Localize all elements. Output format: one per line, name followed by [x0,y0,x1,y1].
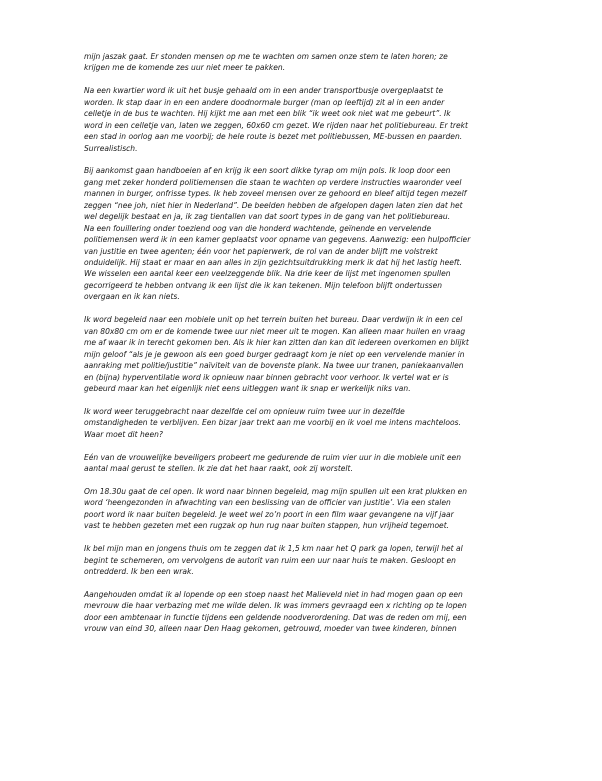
paragraph-7: Om 18.30u gaat de cel open. Ik word naar binnen begeleid, mag mijn spullen uit een krat plukken en word ‘heengezonden in afwachting van een beslissing van de officier van justitie’. Via een stalen poort word ik naar buiten begeleid. Je weet wel zo’n poort in een film waar gevangene na vijf jaar vast te hebben gezeten met een rugzak op hun rug naar buiten stappen, hun vrijheid tegemoet. [84,486,468,531]
paragraph-5: Ik word weer teruggebracht naar dezelfde cel om opnieuw ruim twee uur in dezelfde omstandigheden te verblijven. Een bizar jaar trekt aan me voorbij en ik voel me intens machteloos. Waar moet dit heen? [84,406,461,439]
paragraph-1: mijn jaszak gaat. Er stonden mensen op me te wachten om samen onze stem te laten horen; ze krijgen me de komende zes uur niet meer te pakken. [84,52,448,73]
paragraph-6: Eén van de vrouwelijke beveiligers probeert me gedurende de ruim vier uur in die mobiele unit een aantal maal gerust te stellen. Ik zie dat het haar raakt, ook zij worstelt. [84,452,461,473]
paragraph-8: Ik bel mijn man en jongens thuis om te zeggen dat ik 1,5 km naar het Q park ga lopen, terwijl het al begint te schemeren, om vervolgens de autorit van ruim een uur naar huis te maken. Gesloopt en ontredderd. Ik ben een wrak. [84,544,463,576]
paragraph-3: Bij aankomst gaan handboeien af en krijg ik een soort dikke tyrap om mijn pols. Ik loop door een gang met zeker honderd politiemensen die staan te wachten op verdere instructies waaronder veel mannen in burger, onfrisse types. Ik heb zoveel mensen over ze gehoord en bleef altijd tegen mezelf zeggen “nee joh, niet hier in Nederland”. De beelden hebben de afgelopen dagen laten zien dat het wel degelijk bestaat en ja, ik zag tientallen van dat soort types in de gang van het politiebureau. Na een fouillering onder toeziend oog van die honderd wachtende, geïnende en vervelende politiemensen werd ik in een kamer geplaatst voor opname van gegevens. Aanwezig: een hulpofficier van justitie en twee agenten; één voor het papierwerk, de rol van de ander blijft me volstrekt onduidelijk. Hij staat er maar en aan alles in zijn gezichtsuitdrukking merk ik dat hij het lastig heeft. We wisselen een aantal keer een veelzeggende blik. Na drie keer de lijst met ingenomen spullen gecorrigeerd te hebben ontvang ik een lijst die ik kan tekenen. Mijn telefoon blijft ondertussen overgaan en ik kan niets. [84,166,471,302]
document-page [84,51,524,646]
paragraph-9: Aangehouden omdat ik al lopende op een stoep naast het Malieveld niet in had mogen gaan op een mevrouw die haar verbazing met me wilde delen. Ik was immers gevraagd een x richting op te lopen door een ambtenaar in functie tijdens een geldende noodverordening. Dat was de reden om mij, een vrouw van eind 30, alleen naar Den Haag gekomen, getrouwd, moeder van twee kinderen, binnen [84,589,467,634]
paragraph-2: Na een kwartier word ik uit het busje gehaald om in een ander transportbusje overgeplaatst te worden. Ik stap daar in en een andere doodnormale burger (man op leeftijd) zit al in een ander celletje in de bus te wachten. Hij kijkt me aan met een blik “ik weet ook niet wat me gebeurt”. Ik word in een celletje van, laten we zeggen, 60x60 cm gezet. We rijden naar het politiebureau. Er trekt een stad in oorlog aan me voorbij; de hele route is bezet met politiebussen, ME-bussen en paarden. Surrealistisch. [84,86,468,153]
paragraph-4: Ik word begeleid naar een mobiele unit op het terrein buiten het bureau. Daar verdwijn ik in een cel van 80x80 cm om er de komende twee uur niet meer uit te mogen. Kan alleen maar huilen en vraag me af waar ik in terecht gekomen ben. Als ik hier kan zitten dan kan dit iedereen overkomen en blijkt mijn geloof “als je je gewoon als een goed burger gedraagt kom je niet op een vervelende manier in aanraking met politie/justitie” naïviteit van de bovenste plank. Na twee uur tranen, paniekaanvallen en (bijna) hyperventilatie word ik opnieuw naar binnen gebracht voor verhoor. Ik vertel wat er is gebeurd maar kan het eigenlijk niet eens uitleggen want ik snap er werkelijk niks van. [84,315,469,393]
